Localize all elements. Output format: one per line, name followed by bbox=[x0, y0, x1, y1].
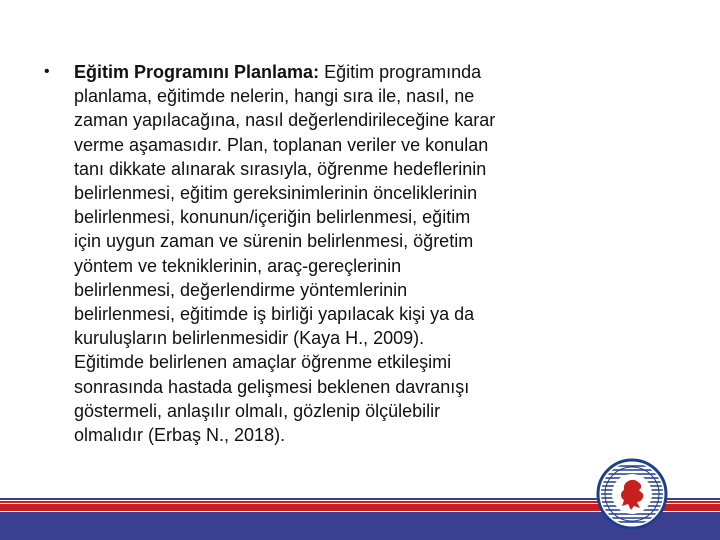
bullet-symbol: • bbox=[44, 63, 50, 80]
university-seal-icon bbox=[596, 458, 668, 530]
bullet-paragraph bbox=[74, 60, 564, 447]
bullet-item bbox=[44, 60, 564, 447]
slide-content bbox=[44, 60, 564, 447]
university-seal-graphic bbox=[596, 458, 668, 530]
bullet-title: Eğitim Programını Planlama: bbox=[74, 62, 320, 82]
bullet-body: Eğitim programında planlama, eğitimde nelerin, hangi sıra ile, nasıl, ne zaman yapılacağına, nasıl değerlendirileceğine karar verme aşamasıdır. Plan, toplanan veriler ve konulan tanı dikkate alınarak sırasıyla, öğrenme hedeflerinin belirlenmesi, eğitim gereksinimlerinin önceliklerinin belirlenmesi, konunun/içeriğin belirlenmesi, eğitim için uygun zaman ve sürenin belirlenmesi, öğretim yöntem ve tekniklerinin, araç-gereçlerinin belirlenmesi, değerlendirme yöntemlerinin belirlenmesi, eğitimde iş birliği yapılacak kişi ya da kuruluşların belirlenmesidir (Kaya H., 2009). Eğitimde belirlenen amaçlar öğrenme etkileşimi sonrasında hastada gelişmesi beklenen davranışı göstermeli, anlaşılır olmalı, gözlenip ölçülebilir olmalıdır (Erbaş N., 2018). bbox=[74, 62, 496, 446]
